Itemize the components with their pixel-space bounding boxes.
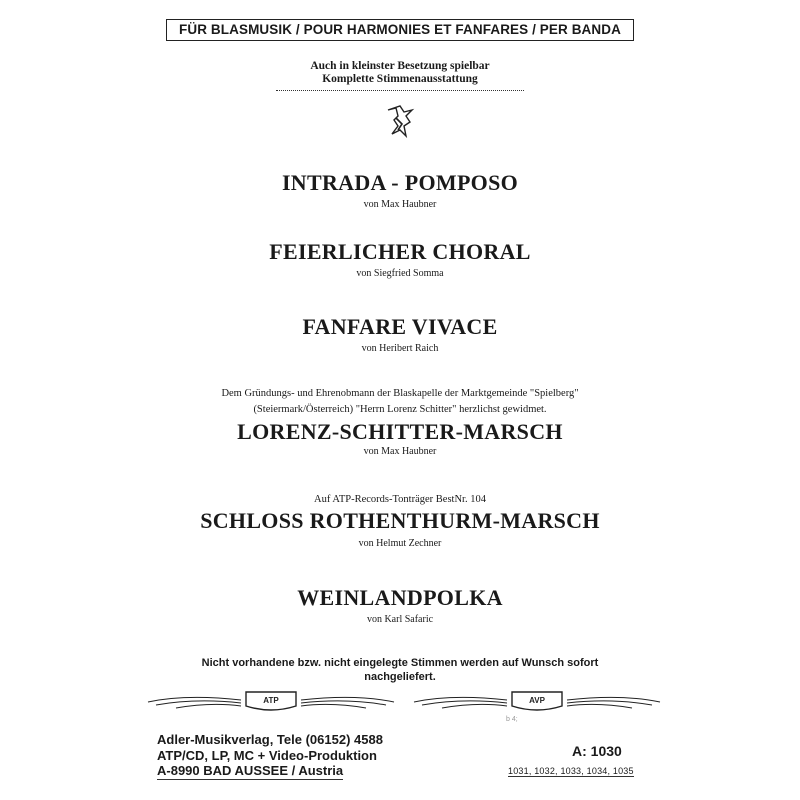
related-catalog-numbers: 1031, 1032, 1033, 1034, 1035 (508, 766, 634, 776)
piece-composer-5: von Helmut Zechner (358, 538, 442, 549)
piece-composer-2: von Siegfried Somma (356, 268, 444, 279)
piece-composer-3: von Heribert Raich (361, 343, 439, 354)
header-banner: FÜR BLASMUSIK / POUR HARMONIES ET FANFARES / PER BANDA (166, 19, 634, 41)
dedication-line-1: Dem Gründungs- und Ehrenobmann der Blaskapelle der Marktgemeinde "Spielberg" (221, 388, 579, 399)
intro-line-1: Auch in kleinster Besetzung spielbar (310, 60, 490, 72)
piece-composer-1: von Max Haubner (363, 199, 437, 210)
atp-logo-text: ATP (263, 696, 279, 705)
eagle-logo-icon (384, 104, 416, 138)
avp-logo-text: AVP (529, 696, 545, 705)
piece-title-2: FEIERLICHER CHORAL (269, 239, 531, 264)
recording-note: Auf ATP-Records-Tonträger BestNr. 104 (314, 494, 486, 505)
atp-ornament (146, 688, 396, 716)
stray-mark: b 4; (506, 716, 518, 723)
dedication-line-2: (Steiermark/Österreich) "Herrn Lorenz Schitter" herzlichst gewidmet. (253, 404, 547, 415)
piece-composer-4: von Max Haubner (363, 446, 437, 457)
avp-ornament (412, 688, 662, 716)
notice-line-2: nachgeliefert. (364, 671, 436, 683)
notice-line-1: Nicht vorhandene bzw. nicht eingelegte Stimmen werden auf Wunsch sofort (201, 657, 599, 669)
publisher-line-1: Adler-Musikverlag, Tele (06152) 4588 (157, 732, 383, 747)
piece-title-6: WEINLANDPOLKA (297, 585, 503, 610)
piece-title-1: INTRADA - POMPOSO (281, 170, 519, 195)
intro-line-2: Komplette Stimmenausstattung (322, 73, 478, 85)
piece-title-3: FANFARE VIVACE (302, 314, 498, 339)
piece-title-4: LORENZ-SCHITTER-MARSCH (237, 419, 563, 444)
publisher-line-2: ATP/CD, LP, MC + Video-Produktion (157, 747, 377, 763)
piece-composer-6: von Karl Safaric (366, 614, 434, 625)
piece-title-5: SCHLOSS ROTHENTHURM-MARSCH (200, 508, 600, 533)
publisher-line-3: A-8990 BAD AUSSEE / Austria (157, 763, 344, 778)
intro-block (0, 60, 800, 91)
publisher-block (157, 732, 383, 780)
catalog-number: A: 1030 (572, 743, 622, 759)
dotted-divider (276, 90, 524, 91)
